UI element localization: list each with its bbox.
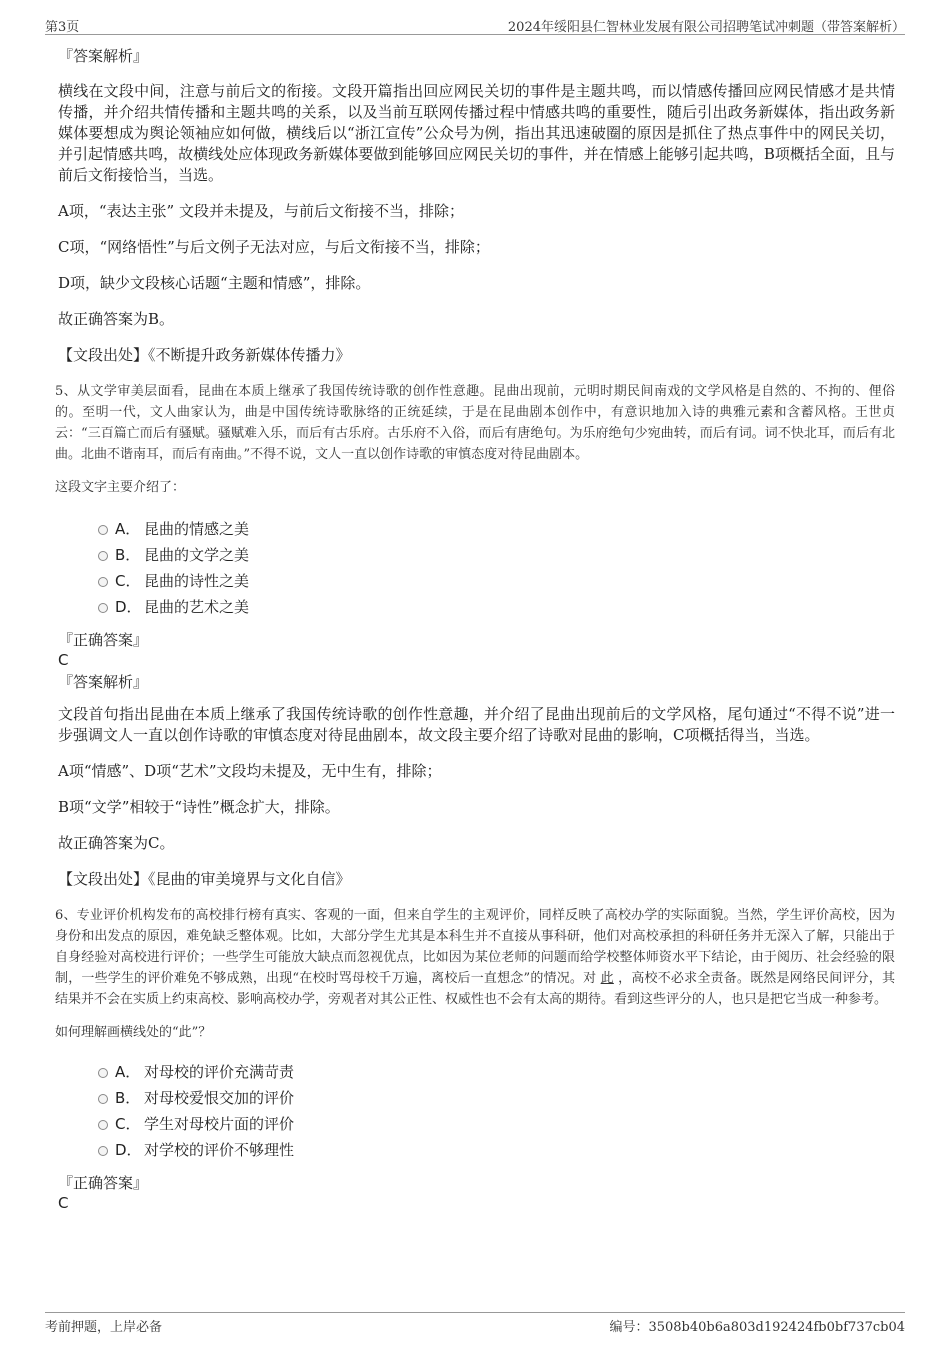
radio-icon[interactable] [98, 1146, 108, 1156]
radio-icon[interactable] [98, 1068, 108, 1078]
q5-options [98, 516, 895, 620]
q4-source: 【文段出处】《不断提升政务新媒体传播力》 [58, 346, 351, 364]
q5-analysis: 文段首句指出昆曲在本质上继承了我国传统诗歌的创作性意趣，并介绍了昆曲出现前后的文学风格，尾句通过“不得不说”进一步强调文人一直以创作诗歌的审慎态度对待昆曲剧本，故文段主要介绍了诗歌对昆曲的影响，C项概括得当，当选。 [58, 705, 895, 744]
q5-option-b[interactable]: B． 昆曲的文学之美 [98, 542, 895, 568]
q5-option-c[interactable]: C． 昆曲的诗性之美 [98, 568, 895, 594]
q4-analysis: 横线在文段中间，注意与前后文的衔接。文段开篇指出回应网民关切的事件是主题共鸣，而以情感传播回应网民情感才是共情传播，并介绍共情传播和主题共鸣的关系，以及当前互联网传播过程中情感共鸣的重要性，随后引出政务新媒体，指出政务新媒体要想成为舆论领袖应如何做，横线后以“浙江宣传”公众号为例，指出其迅速破圈的原因是抓住了热点事件中的网民关切，并引起情感共鸣，故横线处应体现政务新媒体要做到能够回应网民关切的事件，并在情感上能够引起共鸣，B项概括全面，且与前后文衔接恰当，当选。 [58, 82, 895, 184]
q6-answer: C [58, 1194, 69, 1212]
page-header [45, 14, 905, 35]
q5-line-ad: A项“情感”、D项“艺术”文段均未提及，无中生有，排除； [58, 762, 442, 780]
q5-option-d[interactable]: D． 昆曲的艺术之美 [98, 594, 895, 620]
radio-icon[interactable] [98, 577, 108, 587]
radio-icon[interactable] [98, 1120, 108, 1130]
q6-question: 如何理解画横线处的“此”？ [55, 1025, 212, 1040]
q6-underlined-word: 此 [600, 971, 614, 986]
footer-slogan: 考前押题，上岸必备 [45, 1320, 163, 1335]
q6-option-b[interactable]: B． 对母校爱恨交加的评价 [98, 1085, 895, 1111]
q6-option-a[interactable]: A． 对母校的评价充满苛责 [98, 1059, 895, 1085]
q6-stem: 6、专业评价机构发布的高校排行榜有真实、客观的一面，但来自学生的主观评价，同样反映了高校办学的实际面貌。当然，学生评价高校，因为身份和出发点的原因，难免缺乏整体观。比如，大部分学生尤其是本科生并不直接从事科研，他们对高校承担的科研任务并无深入了解，只能出于自身经验对高校进行评价；一些学生可能放大缺点而忽视优点，比如因为某位老师的问题而给学校整体师资水平下结论，由于阅历、社会经验的限制，一些学生的评价难免不够成熟，出现“在校时骂母校千万遍，离校后一直想念”的情况。对 此 ，高校不必求全责备。既然是网络民间评分，其结果并不会在实质上约束高校、影响高校办学，旁观者对其公正性、权威性也不会有太高的期待。看到这些评分的人，也只是把它当成一种参考。 [55, 908, 895, 1007]
q5-question: 这段文字主要介绍了： [55, 480, 186, 495]
q4-analysis-label: 『答案解析』 [58, 47, 149, 65]
q6-option-d[interactable]: D． 对学校的评价不够理性 [98, 1137, 895, 1163]
q5-stem: 5、从文学审美层面看，昆曲在本质上继承了我国传统诗歌的创作性意趣。昆曲出现前，元明时期民间南戏的文学风格是自然的、不拘的、俚俗的。至明一代，文人曲家认为，曲是中国传统诗歌脉络的正统延续，于是在昆曲剧本创作中，有意识地加入诗的典雅元素和含蓄风格。王世贞云：“三百篇亡而后有骚赋。骚赋难入乐，而后有古乐府。古乐府不入俗，而后有唐绝句。为乐府绝句少宛曲转，而后有词。词不快北耳，而后有北曲。北曲不谐南耳，而后有南曲。”不得不说，文人一直以创作诗歌的审慎态度对待昆曲剧本。 [55, 384, 895, 462]
document-title: 2024年绥阳县仁智林业发展有限公司招聘笔试冲刺题（带答案解析） [507, 20, 905, 35]
q5-option-a[interactable]: A． 昆曲的情感之美 [98, 516, 895, 542]
q4-line-a: A项，“表达主张” 文段并未提及，与前后文衔接不当，排除； [58, 202, 464, 220]
q4-line-d: D项，缺少文段核心话题“主题和情感”，排除。 [58, 274, 371, 292]
q5-answer: C [58, 651, 69, 669]
q5-line-b: B项“文学”相较于“诗性”概念扩大，排除。 [58, 798, 340, 816]
page-footer [45, 1312, 905, 1335]
q5-conclusion: 故正确答案为C。 [58, 834, 175, 852]
radio-icon[interactable] [98, 603, 108, 613]
q5-analysis-label: 『答案解析』 [58, 673, 149, 691]
radio-icon[interactable] [98, 551, 108, 561]
radio-icon[interactable] [98, 525, 108, 535]
document-id: 编号：3508b40b6a803d192424fb0bf737cb04 [609, 1320, 905, 1335]
q4-conclusion: 故正确答案为B。 [58, 310, 175, 328]
q6-option-c[interactable]: C． 学生对母校片面的评价 [98, 1111, 895, 1137]
q6-answer-label: 『正确答案』 [58, 1174, 149, 1192]
q6-options [98, 1059, 895, 1163]
page-number: 第3页 [45, 20, 80, 35]
q5-answer-label: 『正确答案』 [58, 631, 149, 649]
page-content [55, 46, 895, 1213]
radio-icon[interactable] [98, 1094, 108, 1104]
q4-line-c: C项，“网络悟性”与后文例子无法对应，与后文衔接不当，排除； [58, 238, 490, 256]
q5-source: 【文段出处】《昆曲的审美境界与文化自信》 [58, 870, 351, 888]
